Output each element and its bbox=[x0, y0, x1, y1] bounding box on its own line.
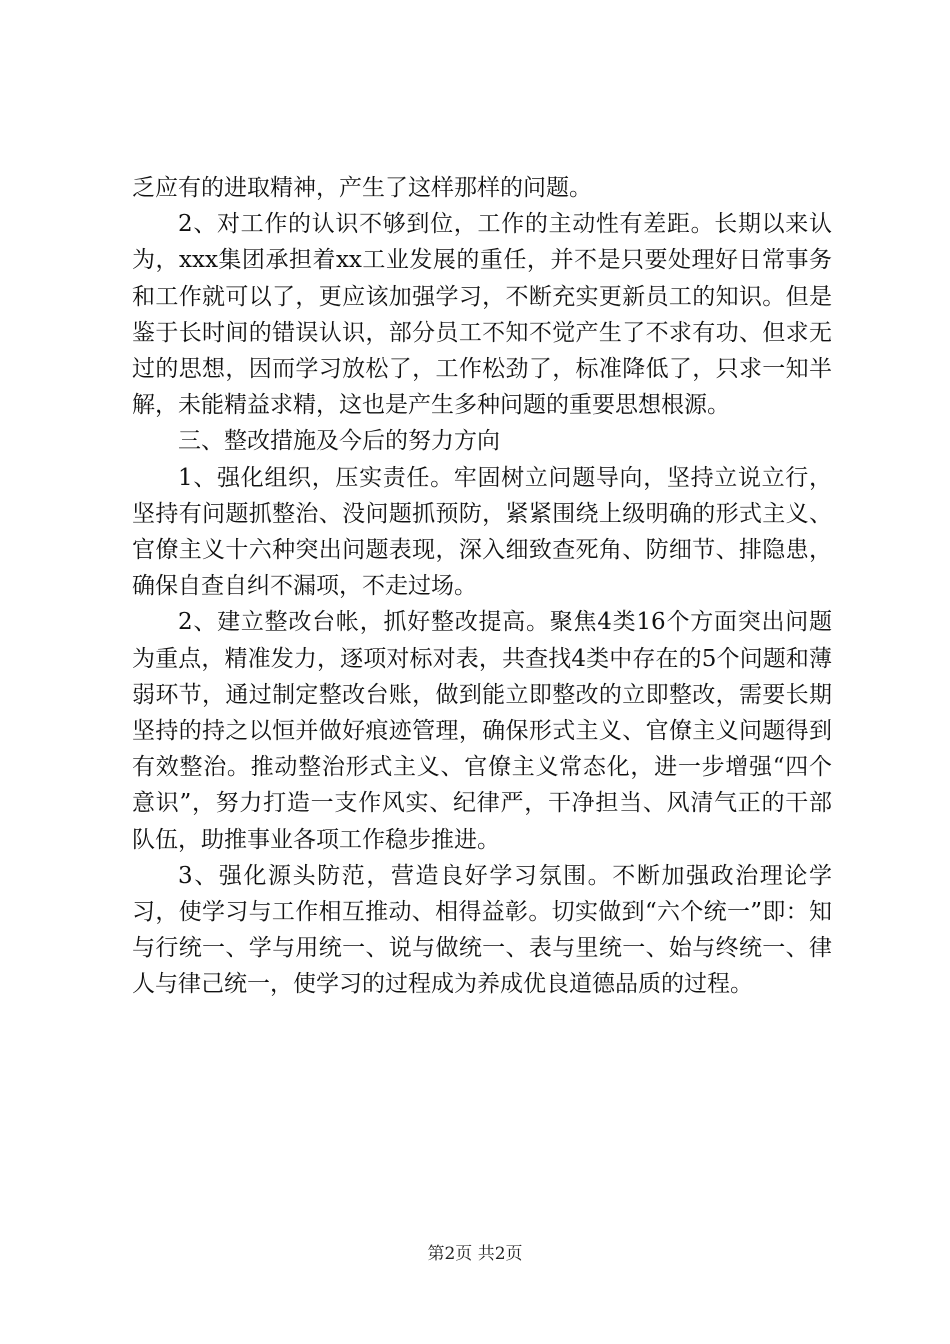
paragraph-point-2-understanding: 2、对工作的认识不够到位，工作的主动性有差距。长期以来认为，xxx集团承担着xx工业发展的重任，并不是只要处理好日常事务和工作就可以了，更应该加强学习，不断充实更新员工的知识。但是鉴于长时间的错误认识，部分员工不知不觉产生了不求有功、但求无过的思想，因而学习放松了，工作松劲了，标准降低了，只求一知半解，未能精益求精，这也是产生多种问题的重要思想根源。 bbox=[132, 211, 832, 419]
page-number-label: 第2页 共2页 bbox=[427, 1244, 523, 1264]
paragraph-continuation: 乏应有的进取精神，产生了这样那样的问题。 bbox=[132, 175, 592, 201]
page-footer bbox=[0, 1243, 950, 1265]
paragraph-measure-2: 2、建立整改台帐，抓好整改提高。聚焦4类16个方面突出问题为重点，精准发力，逐项对标对表，共查找4类中存在的5个问题和薄弱环节，通过制定整改台账，做到能立即整改的立即整改，需要长期坚持的持之以恒并做好痕迹管理，确保形式主义、官僚主义问题得到有效整治。推动整治形式主义、官僚主义常态化，进一步增强“四个意识”，努力打造一支作风实、纪律严，干净担当、风清气正的干部队伍，助推事业各项工作稳步推进。 bbox=[132, 609, 832, 853]
paragraph-measure-3: 3、强化源头防范，营造良好学习氛围。不断加强政治理论学习，使学习与工作相互推动、相得益彰。切实做到“六个统一”即：知与行统一、学与用统一、说与做统一、表与里统一、始与终统一、律人与律己统一，使学习的过程成为养成优良道德品质的过程。 bbox=[132, 862, 832, 998]
document-body bbox=[132, 170, 832, 1003]
section-heading-rectification: 三、整改措施及今后的努力方向 bbox=[178, 428, 500, 455]
paragraph-measure-1: 1、强化组织，压实责任。牢固树立问题导向，坚持立说立行，坚持有问题抓整治、没问题抓预防，紧紧围绕上级明确的形式主义、官僚主义十六种突出问题表现，深入细致查死角、防细节、排隐患，确保自查自纠不漏项，不走过场。 bbox=[132, 464, 832, 600]
